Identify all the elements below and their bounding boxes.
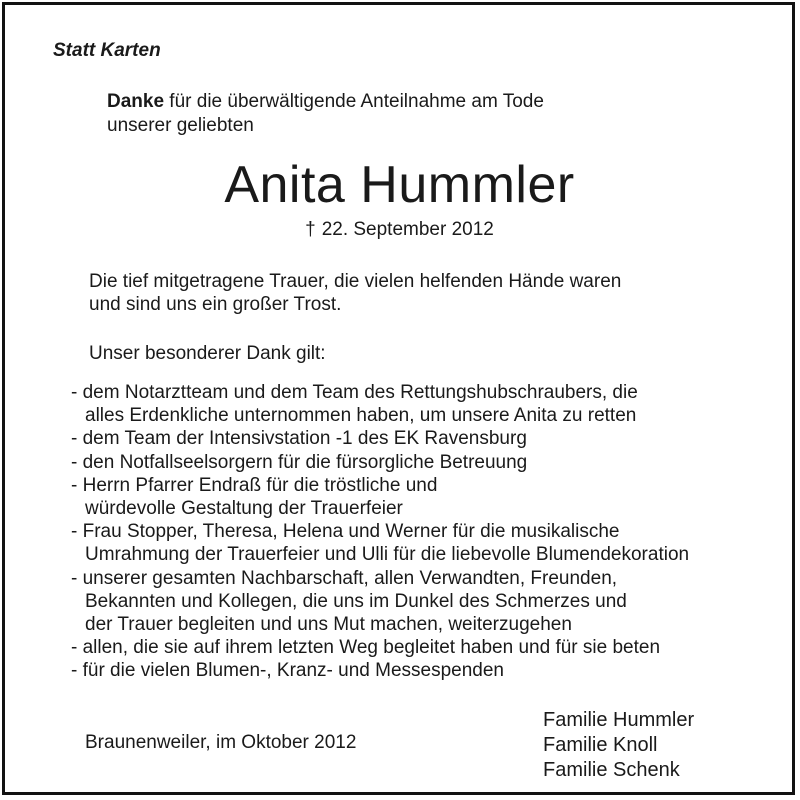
- family-signature: Familie Hummler: [543, 709, 695, 731]
- statt-karten-label: Statt Karten: [53, 40, 161, 61]
- thanks-heading: Unser besonderer Dank gilt:: [89, 343, 326, 364]
- intro-line-1: [107, 91, 544, 113]
- gratitude-paragraph-line-1: Die tief mitgetragene Trauer, die vielen helfenden Hände waren: [89, 271, 622, 292]
- thanks-list: [71, 381, 689, 683]
- list-item-continuation: der Trauer begleiten und uns Mut machen, weiterzugehen: [85, 614, 572, 636]
- deceased-name: Anita Hummler: [224, 156, 575, 214]
- list-item-continuation: Bekannten und Kollegen, die uns im Dunkel des Schmerzes und: [85, 590, 627, 612]
- intro-line-2: unserer geliebten: [107, 115, 254, 136]
- family-signature: Familie Schenk: [543, 759, 680, 781]
- list-item: - Frau Stopper, Theresa, Helena und Werner für die musikalische: [71, 521, 620, 543]
- list-item: - dem Notarztteam und dem Team des Rettungshubschraubers, die: [71, 382, 638, 403]
- list-item-continuation: alles Erdenkliche unternommen haben, um unsere Anita zu retten: [85, 405, 637, 427]
- obituary-card: [2, 2, 795, 795]
- list-item: - für die vielen Blumen-, Kranz- und Messespenden: [71, 660, 505, 682]
- list-item: - allen, die sie auf ihrem letzten Weg begleitet haben und für sie beten: [71, 637, 661, 659]
- cross-icon: †: [305, 219, 316, 240]
- death-date-line: [5, 219, 794, 241]
- list-item: - Herrn Pfarrer Endraß für die tröstliche und: [71, 474, 438, 496]
- list-item-continuation: Umrahmung der Trauerfeier und Ulli für die liebevolle Blumendekoration: [85, 544, 690, 566]
- list-item-continuation: würdevolle Gestaltung der Trauerfeier: [85, 498, 403, 520]
- gratitude-paragraph-line-2: und sind uns ein großer Trost.: [89, 294, 342, 315]
- list-item: - den Notfallseelsorgern für die fürsorgliche Betreuung: [71, 451, 528, 473]
- death-date: 22. September 2012: [321, 219, 494, 240]
- family-signature: Familie Knoll: [543, 734, 658, 756]
- list-item: - unserer gesamten Nachbarschaft, allen Verwandten, Freunden,: [71, 567, 618, 589]
- list-item: - dem Team der Intensivstation -1 des EK Ravensburg: [71, 428, 527, 450]
- danke-word: Danke: [107, 91, 165, 112]
- place-date: Braunenweiler, im Oktober 2012: [85, 732, 357, 753]
- intro-line-1-rest: für die überwältigende Anteilnahme am Tode: [164, 91, 544, 112]
